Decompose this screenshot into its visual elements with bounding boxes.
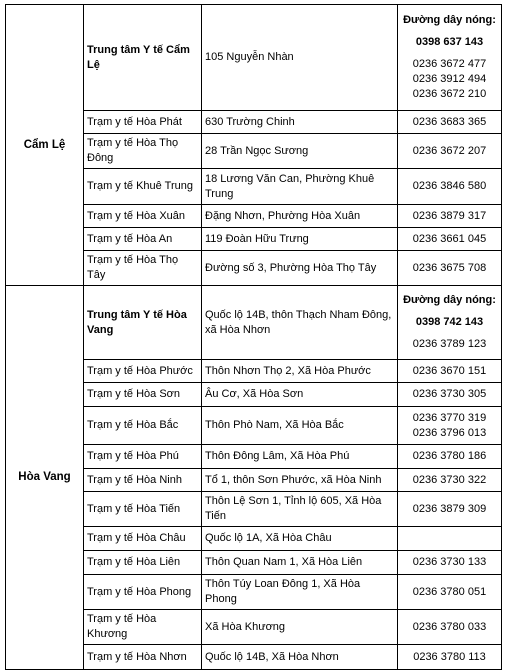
health-facilities-table <box>5 4 502 670</box>
table-body <box>6 5 502 670</box>
facility-address: Thôn Túy Loan Đông 1, Xã Hòa Phong <box>202 575 398 610</box>
facility-name: Trạm y tế Hòa Liên <box>84 551 202 575</box>
facility-phone <box>398 527 502 551</box>
facility-name: Trạm y tế Hòa Ninh <box>84 469 202 492</box>
phone-number: 0236 3730 305 <box>412 388 487 400</box>
facility-address: 18 Lương Văn Can, Phường Khuê Trung <box>202 169 398 205</box>
facility-address: Quốc lộ 14B, Xã Hòa Nhơn <box>202 645 398 670</box>
phone-number: 0236 3672 207 <box>412 144 487 157</box>
phone-number: 0236 3670 151 <box>412 364 487 377</box>
phone-number: 0236 3879 317 <box>412 209 487 222</box>
facility-name: Trạm y tế Hòa Sơn <box>84 383 202 407</box>
facility-address: Thôn Đông Lâm, Xã Hòa Phú <box>202 445 398 469</box>
phone-number: 0236 3672 210 <box>412 88 487 100</box>
facility-address: Âu Cơ, Xã Hòa Sơn <box>202 383 398 407</box>
facility-address: Đặng Nhơn, Phường Hòa Xuân <box>202 205 398 228</box>
facility-name: Trạm y tế Hòa Bắc <box>84 407 202 445</box>
table-row <box>6 5 502 111</box>
phone-number: 0236 3780 113 <box>413 650 486 663</box>
phone-number: 0236 3683 365 <box>412 115 487 128</box>
phone-number: 0236 3672 477 <box>412 58 487 70</box>
facility-name: Trạm y tế Hòa Phú <box>84 445 202 469</box>
facility-name: Trạm y tế Hòa Phong <box>84 575 202 610</box>
facility-address: 105 Nguyễn Nhàn <box>202 5 398 111</box>
facility-phone <box>398 383 502 407</box>
hotline-number: 0398 637 143 <box>415 36 484 48</box>
facility-name: Trạm y tế Hòa Khương <box>84 610 202 645</box>
phone-number: 0236 3780 033 <box>412 620 487 633</box>
facility-name: Trạm y tế Hòa Thọ Tây <box>84 251 202 286</box>
facility-phone <box>398 551 502 575</box>
facility-phone <box>398 251 502 286</box>
facility-address: Xã Hòa Khương <box>202 610 398 645</box>
facility-phone <box>398 228 502 251</box>
facility-phone <box>398 469 502 492</box>
facility-address: Thôn Phò Nam, Xã Hòa Bắc <box>202 407 398 445</box>
facility-address: Quốc lộ 1A, Xã Hòa Châu <box>202 527 398 551</box>
hotline-label: Đường dây nóng: <box>403 14 496 26</box>
facility-name: Trạm y tế Khuê Trung <box>84 169 202 205</box>
facility-phone <box>398 169 502 205</box>
facility-address: Thôn Quan Nam 1, Xã Hòa Liên <box>202 551 398 575</box>
facility-address: 119 Đoàn Hữu Trưng <box>202 228 398 251</box>
facility-name: Trạm y tế Hòa An <box>84 228 202 251</box>
phone-number: 0236 3789 123 <box>412 338 487 350</box>
table-row <box>6 286 502 360</box>
facility-address: Quốc lộ 14B, thôn Thạch Nham Đông, xã Hòa Nhơn <box>202 286 398 360</box>
phone-number: 0236 3879 309 <box>412 502 487 515</box>
facility-phone <box>398 445 502 469</box>
district-cell: Cẩm Lệ <box>6 5 84 286</box>
hotline-label: Đường dây nóng: <box>403 294 496 306</box>
facility-name: Trạm y tế Hòa Thọ Đông <box>84 134 202 169</box>
hotline-number: 0398 742 143 <box>415 316 484 328</box>
phone-number: 0236 3912 494 <box>412 73 487 85</box>
phone-number: 0236 3730 322 <box>412 473 487 486</box>
phone-number: 0236 3846 580 <box>412 180 487 192</box>
facility-name: Trạm y tế Hòa Phước <box>84 360 202 383</box>
facility-address: Tổ 1, thôn Sơn Phước, xã Hòa Ninh <box>202 469 398 492</box>
phone-number: 0236 3675 708 <box>412 261 487 274</box>
facility-phone <box>398 111 502 134</box>
facility-phone <box>398 610 502 645</box>
facility-name: Trạm y tế Hòa Tiến <box>84 492 202 527</box>
facility-name: Trạm y tế Hòa Nhơn <box>84 645 202 670</box>
facility-address: 630 Trường Chinh <box>202 111 398 134</box>
phone-number: 0236 3770 319 <box>412 411 487 424</box>
phone-number: 0236 3780 186 <box>412 450 487 462</box>
facility-address: 28 Trần Ngọc Sương <box>202 134 398 169</box>
facility-phone <box>398 205 502 228</box>
phone-number: 0236 3661 045 <box>412 232 487 245</box>
facility-phone <box>398 134 502 169</box>
facility-phone <box>398 286 502 360</box>
facility-phone <box>398 360 502 383</box>
facility-address: Thôn Nhơn Thọ 2, Xã Hòa Phước <box>202 360 398 383</box>
facility-address: Thôn Lệ Sơn 1, Tỉnh lộ 605, Xã Hòa Tiến <box>202 492 398 527</box>
district-cell: Hòa Vang <box>6 286 84 670</box>
facility-phone <box>398 5 502 111</box>
facility-phone <box>398 575 502 610</box>
facility-address: Đường số 3, Phường Hòa Thọ Tây <box>202 251 398 286</box>
facility-name: Trạm y tế Hòa Xuân <box>84 205 202 228</box>
facility-name: Trạm y tế Hòa Phát <box>84 111 202 134</box>
facility-phone <box>398 407 502 445</box>
facility-name: Trung tâm Y tế Cẩm Lệ <box>84 5 202 111</box>
facility-name: Trung tâm Y tế Hòa Vang <box>84 286 202 360</box>
phone-number: 0236 3730 133 <box>412 556 487 568</box>
facility-phone <box>398 645 502 670</box>
facility-name: Trạm y tế Hòa Châu <box>84 527 202 551</box>
facility-phone <box>398 492 502 527</box>
phone-number: 0236 3780 051 <box>412 585 487 598</box>
phone-number: 0236 3796 013 <box>412 426 487 439</box>
